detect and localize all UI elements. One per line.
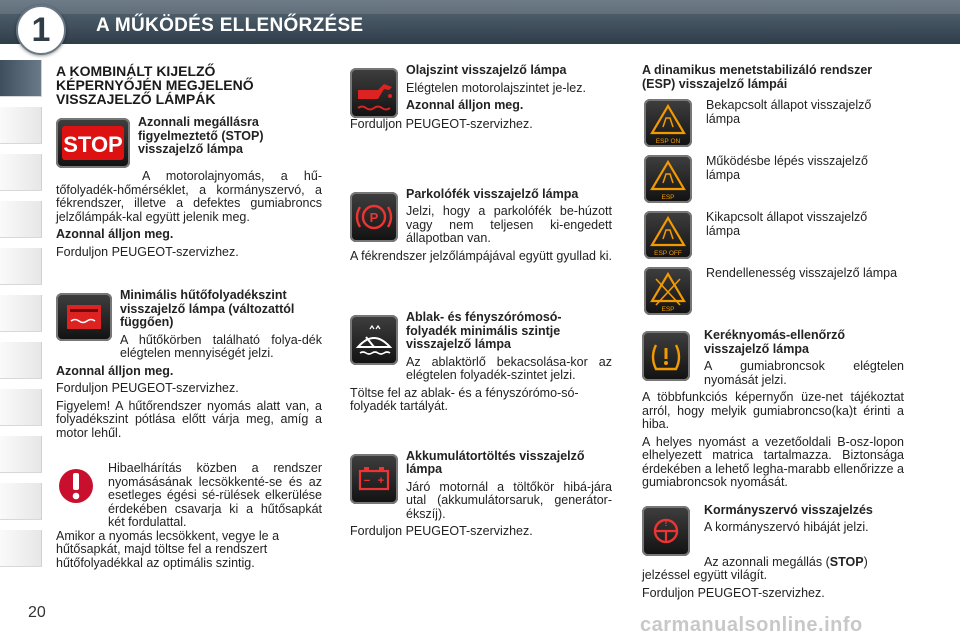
column-right — [642, 64, 904, 604]
chapter-tab-10 — [0, 483, 42, 520]
oil-level-icon — [350, 68, 398, 118]
chapter-tab-1 — [0, 60, 42, 97]
chapter-tab-9 — [0, 436, 42, 473]
washer-lamp-body: Az ablaktörlő bekacsolása-kor az elégtelen folyadék-szintet jelzi. — [406, 354, 612, 382]
esp-active-label: Működésbe lépés visszajelző lámpa — [706, 154, 868, 182]
tyre-lamp-p1: A többfunkciós képernyőn üze-net tájékoztat arról, hogy melyik gumiabroncso(ka)t érinti a hiba. — [642, 390, 904, 431]
tyre-lamp-p2: A helyes nyomást a vezetőoldali B-osz-lopon elhelyezett matrica tartalmazza. Biztonsága érdekében a lehető legha-marabb ellenőrizze a gumiabroncsok nyomását. — [642, 434, 904, 489]
column-left — [56, 64, 322, 574]
coolant-lamp-contact: Forduljon PEUGEOT-szervizhez. — [56, 381, 239, 395]
esp-fault-icon — [644, 267, 692, 315]
stop-lamp-title: Azonnali megállásra figyelmeztető (STOP) visszajelző lámpa — [138, 115, 264, 156]
coolant-lamp-body: A hűtőkörben található folya-dék elégtelen mennyiségét jelzi. — [120, 332, 322, 360]
oil-lamp-action: Azonnal álljon meg. — [406, 98, 524, 112]
chapter-tab-7 — [0, 342, 42, 379]
steering-lamp-contact: Forduljon PEUGEOT-szervizhez. — [642, 585, 825, 600]
svg-text:ESP ON: ESP ON — [655, 138, 681, 145]
washer-lamp-extra: Töltse fel az ablak- és a fényszórómo-só-folyadék tartályát. — [350, 385, 579, 413]
battery-lamp-contact: Forduljon PEUGEOT-szervizhez. — [350, 524, 533, 538]
chapter-tab-8 — [0, 389, 42, 426]
page-title: A MŰKÖDÉS ELLENŐRZÉSE — [96, 15, 364, 36]
tyre-lamp-title: Keréknyomás-ellenőrző visszajelző lámpa — [704, 328, 846, 356]
parking-lamp-body: Jelzi, hogy a parkolófék be-húzott vagy nem teljesen ki-engedett állapotban van. — [406, 204, 612, 245]
esp-fault-label: Rendellenesség visszajelző lámpa — [706, 266, 898, 280]
svg-text:STOP: STOP — [63, 132, 123, 157]
chapter-tab-2 — [0, 107, 42, 144]
esp-off-icon — [644, 211, 692, 259]
watermark-text: carmanualsonline.info — [640, 614, 863, 636]
washer-fluid-icon — [350, 315, 398, 365]
page-header — [0, 0, 960, 44]
steering-instant-text: Az azonnali megállás (STOP) jelzéssel együtt világít. — [642, 554, 868, 582]
tyre-lamp-body: A gumiabroncsok elégtelen nyomását jelzi. — [704, 359, 904, 387]
battery-lamp-title: Akkumulátortöltés visszajelző lámpa — [406, 448, 585, 476]
oil-lamp-body: Elégtelen motorolajszintet je-lez. — [406, 80, 586, 95]
chapter-tab-3 — [0, 154, 42, 191]
esp-heading: A dinamikus menetstabilizáló rendszer (ESP) visszajelző lámpái — [642, 63, 873, 91]
steering-lamp-title: Kormányszervó visszajelzés — [704, 502, 873, 517]
parking-lamp-title: Parkolófék visszajelző lámpa — [406, 186, 579, 201]
svg-text:P: P — [369, 209, 379, 225]
coolant-lamp-title: Minimális hűtőfolyadékszint visszajelző lámpa (változattól függően) — [120, 288, 295, 329]
washer-lamp-title: Ablak- és fényszórómosó-folyadék minimális szintje visszajelző lámpa — [406, 310, 562, 351]
svg-text:ESP: ESP — [661, 306, 675, 313]
svg-text:ESP: ESP — [661, 194, 675, 201]
stop-lamp-contact: Forduljon PEUGEOT-szervizhez. — [56, 244, 239, 259]
chapter-tab-strip — [0, 60, 42, 577]
stop-warning-icon — [56, 118, 130, 168]
svg-text:ESP OFF: ESP OFF — [654, 250, 682, 257]
coolant-level-icon — [56, 293, 112, 341]
coolant-lamp-action: Azonnal álljon meg. — [56, 363, 174, 378]
esp-on-icon — [644, 99, 692, 147]
chapter-tab-4 — [0, 201, 42, 238]
svg-text:!: ! — [664, 517, 668, 528]
chapter-tab-6 — [0, 295, 42, 332]
stop-lamp-action: Azonnal álljon meg. — [56, 227, 174, 241]
section-heading: A KOMBINÁLT KIJELZŐ KÉPERNYŐJÉN MEGJELENŐ VISSZAJELZŐ LÁMPÁK — [56, 63, 254, 107]
page-number: 20 — [28, 604, 46, 621]
steering-lamp-body: A kormányszervó hibáját jelzi. — [704, 520, 869, 534]
svg-text:+: + — [377, 474, 385, 487]
svg-text:−: − — [363, 474, 371, 487]
battery-lamp-body: Járó motornál a töltőkör hibá-jára utal (akkumulátorsaruk, generátor-ékszíj). — [406, 479, 612, 521]
esp-active-icon — [644, 155, 692, 203]
esp-on-label: Bekapcsolt állapot visszajelző lámpa — [706, 98, 872, 126]
chapter-tab-5 — [0, 248, 42, 285]
chapter-number-badge: 1 — [16, 5, 66, 55]
note-side-text: Hibaelhárítás közben a rendszer nyomásásának lecsökkenté-se és az esetleges égési sé-rülések elkerülése érdekében csavarja ki a hűtősapkát két fordulattal. — [108, 461, 322, 529]
parking-brake-icon — [350, 192, 398, 242]
oil-lamp-title: Olajszint visszajelző lámpa — [406, 63, 567, 77]
tyre-pressure-icon — [642, 331, 690, 381]
chapter-tab-11 — [0, 530, 42, 567]
note-full-text: Amikor a nyomás lecsökkent, vegye le a hűtősapkát, majd töltse fel a rendszert hűtőfolyadékkal az optimális szintig. — [56, 528, 280, 570]
parking-lamp-extra: A fékrendszer jelzőlámpájával együtt gyullad ki. — [350, 248, 612, 263]
battery-charge-icon — [350, 454, 398, 504]
stop-lamp-body: A motorolajnyomás, a hű-tőfolyadék-hőmérséklet, a kormányszervó, a fékrendszer, illetve a defektes gumiabroncs jelzőlámpák-kal együtt jelenik meg. — [56, 169, 322, 224]
coolant-warning-text: Figyelem! A hűtőrendszer nyomás alatt van, a folyadékszint pótlása előtt várja meg, amíg a motor lehűl. — [56, 398, 322, 440]
column-middle — [350, 64, 612, 543]
power-steering-icon — [642, 506, 690, 556]
warning-exclamation-icon — [56, 464, 96, 508]
esp-off-label: Kikapcsolt állapot visszajelző lámpa — [706, 210, 868, 238]
oil-lamp-contact: Forduljon PEUGEOT-szervizhez. — [350, 117, 533, 131]
